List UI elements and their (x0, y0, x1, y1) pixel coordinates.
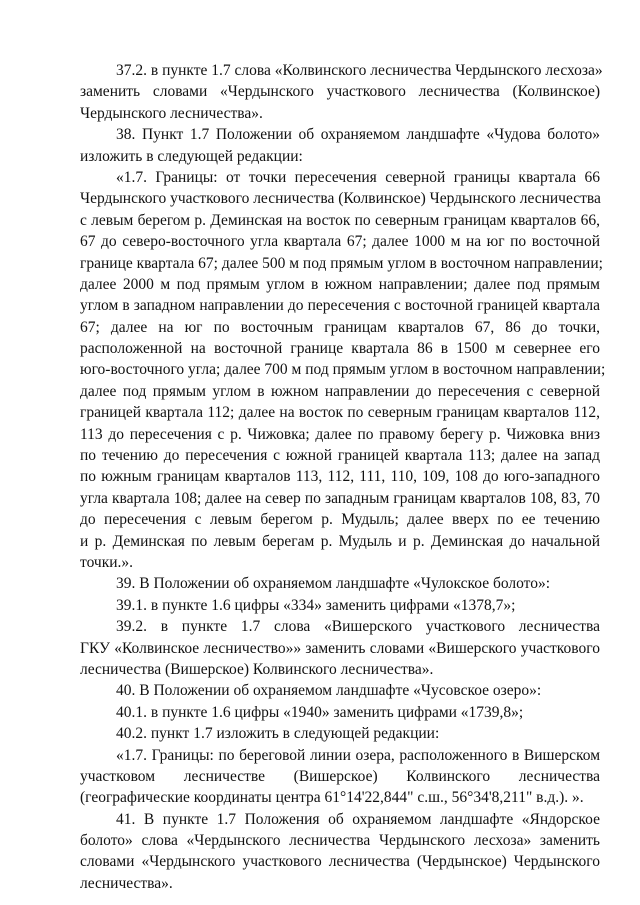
text-line: участковом лесничестве (Вишерское) Колвинского лесничества (80, 767, 600, 785)
paragraph-p40-2-quote (80, 745, 600, 809)
text-line: по течению до пересечения с южной границей квартала 113; далее на запад (80, 447, 600, 465)
text-line: лесничества». (80, 874, 173, 892)
text-line: по южным границам кварталов 113, 112, 111, 110, 109, 108 до юго-западного (80, 468, 600, 486)
text-line: 39.2. в пункте 1.7 слова «Вишерского участкового лесничества (116, 618, 600, 636)
text-line: расположенной на восточной границе квартала 86 в 1500 м севернее его (80, 340, 600, 358)
paragraph-p38-quote (80, 167, 606, 573)
text-line: 67; далее на юг по восточным границам кварталов 67, 86 до точки, (80, 318, 600, 336)
text-line: углом в западном направлении до пересечения с восточной границей квартала (80, 297, 600, 315)
text-line: 67 до северо-восточного угла квартала 67; далее 1000 м на юг по восточной (80, 233, 600, 251)
text-line: 41. В пункте 1.7 Положения об охраняемом ландшафте «Яндорское (116, 810, 600, 828)
text-line: 40. В Положении об охраняемом ландшафте «Чусовское озеро»: (116, 682, 542, 700)
text-line: 113 до пересечения с р. Чижовка; далее по правому берегу р. Чижовка вниз (80, 425, 600, 443)
text-line: Чердынского лесничества». (80, 104, 263, 122)
text-line: юго-восточного угла; далее 700 м под прямым углом в восточном направлении; (80, 361, 606, 379)
text-line: 37.2. в пункте 1.7 слова «Колвинского лесничества Чердынского лесхоза» (116, 62, 603, 79)
paragraph-p39 (80, 573, 600, 594)
text-line: заменить словами «Чердынского участкового лесничества (Колвинское) (80, 83, 600, 101)
text-line: словами «Чердынского участкового лесничества (Чердынское) Чердынского (80, 853, 600, 871)
paragraph-p40 (80, 680, 600, 701)
text-line: 39.1. в пункте 1.6 цифры «334» заменить цифрами «1378,7»; (116, 596, 516, 614)
paragraph-p40-2 (80, 723, 600, 744)
document-body (80, 60, 606, 894)
text-line: Чердынского участкового лесничества (Колвинское) Чердынского лесничества (80, 190, 601, 208)
text-line: 40.2. пункт 1.7 изложить в следующей редакции: (116, 725, 440, 743)
text-line: и р. Деминская по левым берегам р. Мудыль и р. Деминская до начальной (80, 532, 600, 550)
text-line: ГКУ «Колвинское лесничество»» заменить словами «Вишерского участкового (80, 639, 600, 657)
text-line: с левым берегом р. Деминская на восток по северным границам кварталов 66, (80, 211, 600, 229)
text-line: «1.7. Границы: от точки пересечения северной границы квартала 66 (116, 168, 600, 186)
text-line: 40.1. в пункте 1.6 цифры «1940» заменить цифрами «1739,8»; (116, 703, 524, 721)
paragraph-p38 (80, 124, 600, 167)
text-line: до пересечения с левым берегом р. Мудыль; далее вверх по ее течению (80, 511, 600, 529)
text-line: точки.». (80, 553, 134, 571)
paragraph-p41 (80, 809, 600, 895)
text-line: 39. В Положении об охраняемом ландшафте «Чулокское болото»: (116, 575, 551, 593)
text-line: «1.7. Границы: по береговой линии озера, расположенного в Вишерском (116, 746, 600, 764)
text-line: далее 2000 м под прямым углом в южном направлении; далее под прямым (80, 275, 600, 293)
text-line: границе квартала 67; далее 500 м под прямым углом в восточном направлении; (80, 254, 603, 272)
paragraph-p40-1 (80, 702, 600, 723)
paragraph-p39-2 (80, 616, 600, 680)
text-line: угла квартала 108; далее на север по западным границам кварталов 108, 83, 70 (80, 489, 600, 507)
text-line: лесничества (Вишерское) Колвинского лесничества». (80, 660, 434, 678)
text-line: (географические координаты центра 61°14'22,844" с.ш., 56°34'8,211" в.д.). ». (80, 789, 584, 807)
text-line: 38. Пункт 1.7 Положении об охраняемом ландшафте «Чудова болото» (116, 126, 600, 144)
paragraph-p39-1 (80, 595, 600, 616)
text-line: болото» слова «Чердынского лесничества Чердынского лесхоза» заменить (80, 832, 600, 850)
text-line: границей квартала 112; далее на восток по северным границам кварталов 112, (80, 404, 600, 422)
text-line: изложить в следующей редакции: (80, 147, 303, 165)
paragraph-p37-2 (80, 60, 603, 124)
text-line: далее под прямым углом в южном направлении до пересечения с северной (80, 382, 600, 400)
